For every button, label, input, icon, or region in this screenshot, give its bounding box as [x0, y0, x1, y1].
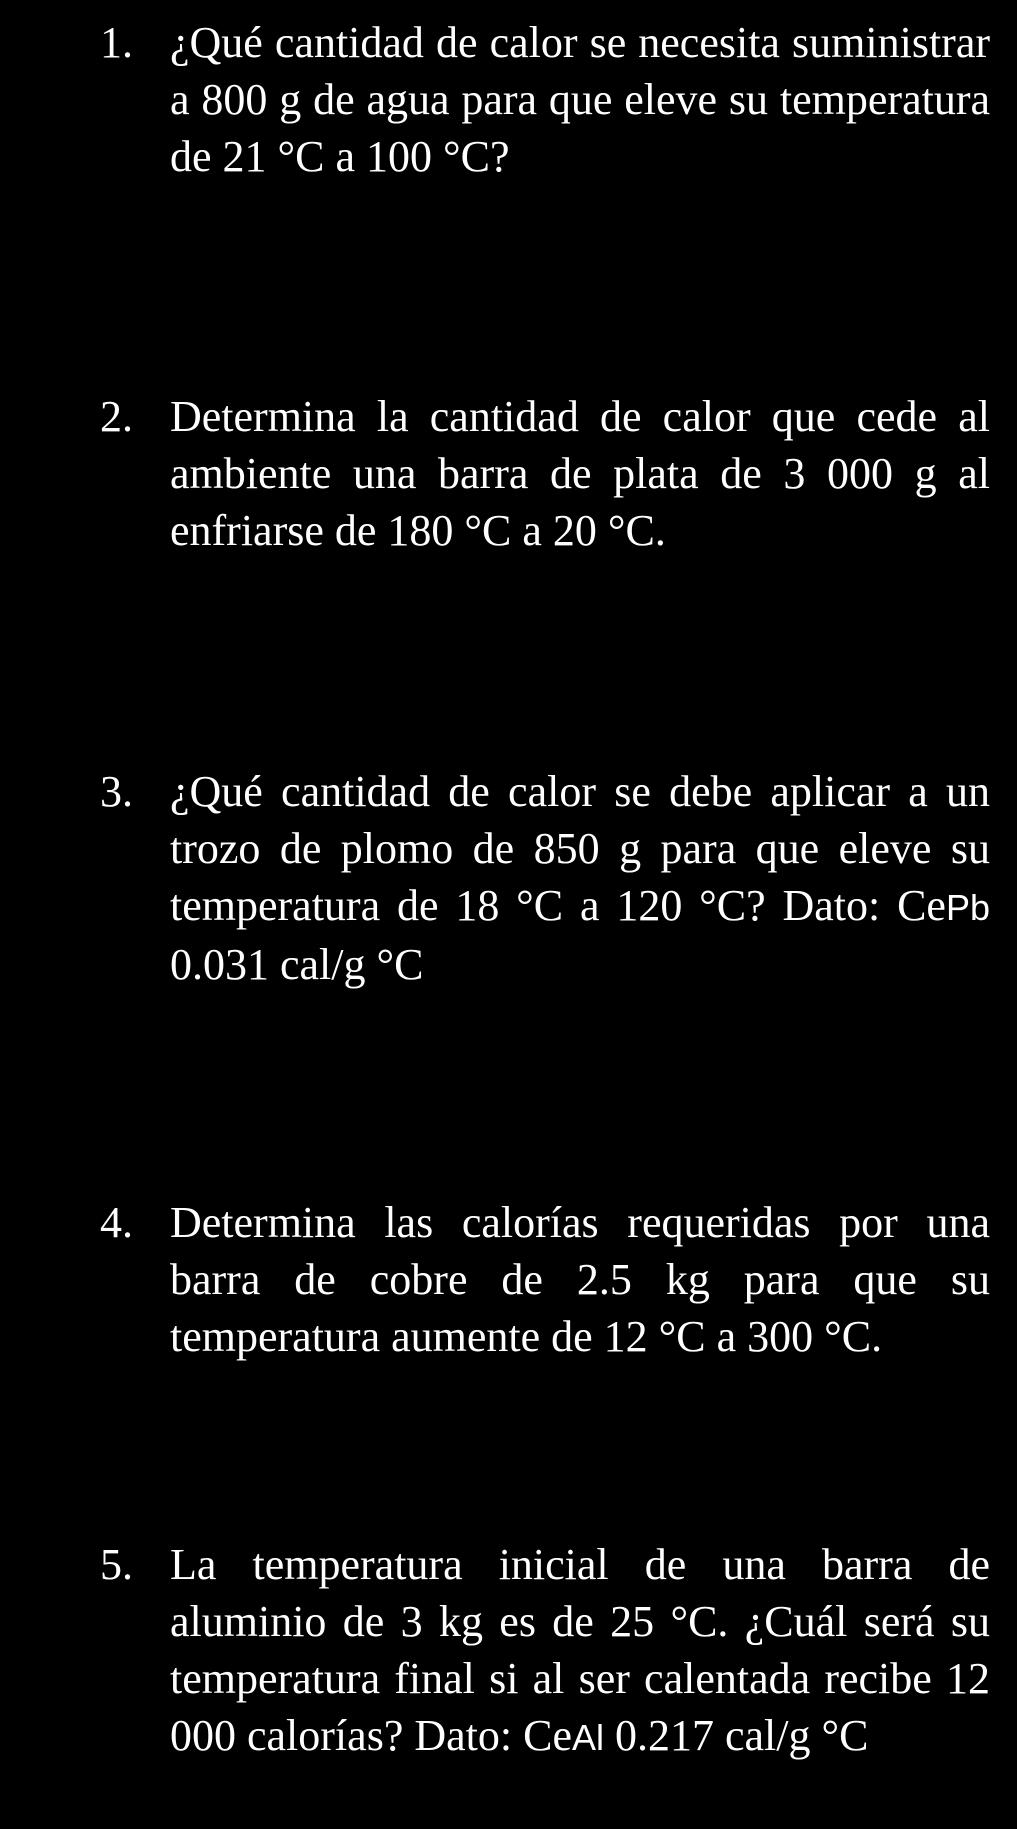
problem-number: 1.	[100, 18, 133, 67]
problem-item	[100, 14, 990, 185]
problem-number: 4.	[100, 1198, 133, 1247]
problem-text	[170, 763, 990, 993]
problem-item	[100, 763, 990, 993]
problem-number: 5.	[100, 1540, 133, 1589]
specific-heat-subscript: Al	[571, 1717, 604, 1758]
problem-item	[100, 1536, 990, 1766]
problem-item	[100, 388, 990, 559]
problem-text-value: 0.217 cal/g °C	[604, 1711, 869, 1760]
problem-text: Determina las calorías requeridas por una barra de cobre de 2.5 kg para que su temperatura aumente de 12 °C a 300 °C.	[170, 1198, 990, 1361]
specific-heat-subscript: Pb	[945, 887, 990, 928]
problem-number: 3.	[100, 767, 133, 816]
problem-text	[170, 1536, 990, 1766]
problem-text-value: 0.031 cal/g °C	[170, 940, 424, 989]
problem-text-main: La temperatura inicial de una barra de aluminio de 3 kg es de 25 °C. ¿Cuál será su temperatura final si al ser calentada recibe 12 000 calorías? Dato: Ce	[170, 1540, 990, 1760]
problem-item	[100, 1194, 990, 1365]
problem-number: 2.	[100, 392, 133, 441]
problem-text-main: ¿Qué cantidad de calor se debe aplicar a un trozo de plomo de 850 g para que eleve su temperatura de 18 °C a 120 °C? Dato: Ce	[170, 767, 990, 930]
problem-text: Determina la cantidad de calor que cede al ambiente una barra de plata de 3 000 g al enfriarse de 180 °C a 20 °C.	[170, 392, 990, 555]
problem-text: ¿Qué cantidad de calor se necesita suministrar a 800 g de agua para que eleve su temperatura de 21 °C a 100 °C?	[170, 18, 990, 181]
